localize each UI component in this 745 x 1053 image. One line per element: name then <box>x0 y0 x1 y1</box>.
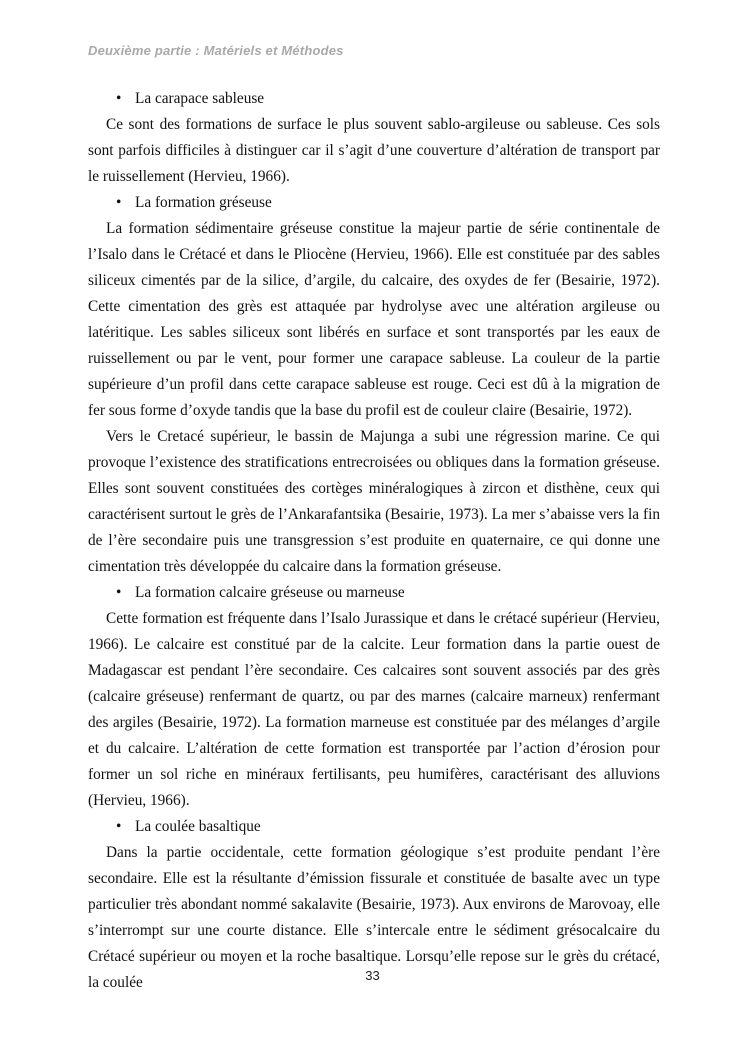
bullet-label: La formation gréseuse <box>135 194 272 211</box>
paragraph-coulee-basaltique: Dans la partie occidentale, cette formation géologique s’est produite pendant l’ère secondaire. Elle est la résultante d’émission fissurale et constituée de basalte avec un type particulier très abondant nommé sakalavite (Besairie, 1973). Aux environs de Marovoay, elle s’interrompt sur une courte distance. Elle s’intercale entre le sédiment grésocalcaire du Crétacé supérieur ou moyen et la roche basaltique. Lorsqu’elle repose sur le grès du crétacé, la coulée <box>88 844 660 991</box>
bullet-item-carapace-sableuse <box>88 86 660 112</box>
bullet-label: La coulée basaltique <box>135 818 261 835</box>
paragraph-formation-greseuse-1: La formation sédimentaire gréseuse constitue la majeur partie de série continentale de l’Isalo dans le Crétacé et dans le Pliocène (Hervieu, 1966). Elle est constituée par des sables siliceux cimentés par de la silice, d’argile, du calcaire, des oxydes de fer (Besairie, 1972). Cette cimentation des grès est attaquée par hydrolyse avec une altération argileuse ou latéritique. Les sables siliceux sont libérés en surface et sont transportés par les eaux de ruissellement ou par le vent, pour former une carapace sableuse. La couleur de la partie supérieure d’un profil dans cette carapace sableuse est rouge. Ceci est dû à la migration de fer sous forme d’oxyde tandis que la base du profil est de couleur claire (Besairie, 1972). <box>88 220 660 419</box>
page-number: 33 <box>365 968 380 983</box>
page-body <box>88 86 660 996</box>
bullet-label: La carapace sableuse <box>135 90 265 107</box>
bullet-icon: • <box>116 194 122 211</box>
paragraph-formation-calcaire: Cette formation est fréquente dans l’Isalo Jurassique et dans le crétacé supérieur (Hervieu, 1966). Le calcaire est constitué par de la calcite. Leur formation dans la partie ouest de Madagascar est pendant l’ère secondaire. Ces calcaires sont souvent associés par des grès (calcaire gréseuse) renfermant de quartz, ou par des marnes (calcaire marneux) renfermant des argiles (Besairie, 1972). La formation marneuse est constituée par des mélanges d’argile et du calcaire. L’altération de cette formation est transportée par l’action d’érosion pour former un sol riche en minéraux fertilisants, peu humifères, caractérisant des alluvions (Hervieu, 1966). <box>88 610 660 809</box>
running-header: Deuxième partie : Matériels et Méthodes <box>88 43 344 58</box>
bullet-label: La formation calcaire gréseuse ou marneuse <box>135 584 405 601</box>
paragraph-formation-greseuse-2: Vers le Cretacé supérieur, le bassin de Majunga a subi une régression marine. Ce qui provoque l’existence des stratifications entrecroisées ou obliques dans la formation gréseuse. Elles sont souvent constituées des cortèges minéralogiques à zircon et disthène, ceux qui caractérisent surtout le grès de l’Ankarafantsika (Besairie, 1973). La mer s’abaisse vers la fin de l’ère secondaire puis une transgression s’est produite en quaternaire, ce qui donne une cimentation très développée du calcaire dans la formation gréseuse. <box>88 428 660 575</box>
bullet-item-formation-greseuse <box>88 190 660 216</box>
bullet-icon: • <box>116 584 122 601</box>
paragraph-carapace-sableuse: Ce sont des formations de surface le plus souvent sablo-argileuse ou sableuse. Ces sols sont parfois difficiles à distinguer car il s’agit d’une couverture d’altération de transport par le ruissellement (Hervieu, 1966). <box>88 116 660 185</box>
bullet-item-formation-calcaire <box>88 580 660 606</box>
bullet-icon: • <box>116 90 122 107</box>
bullet-item-coulee-basaltique <box>88 814 660 840</box>
bullet-icon: • <box>116 818 122 835</box>
